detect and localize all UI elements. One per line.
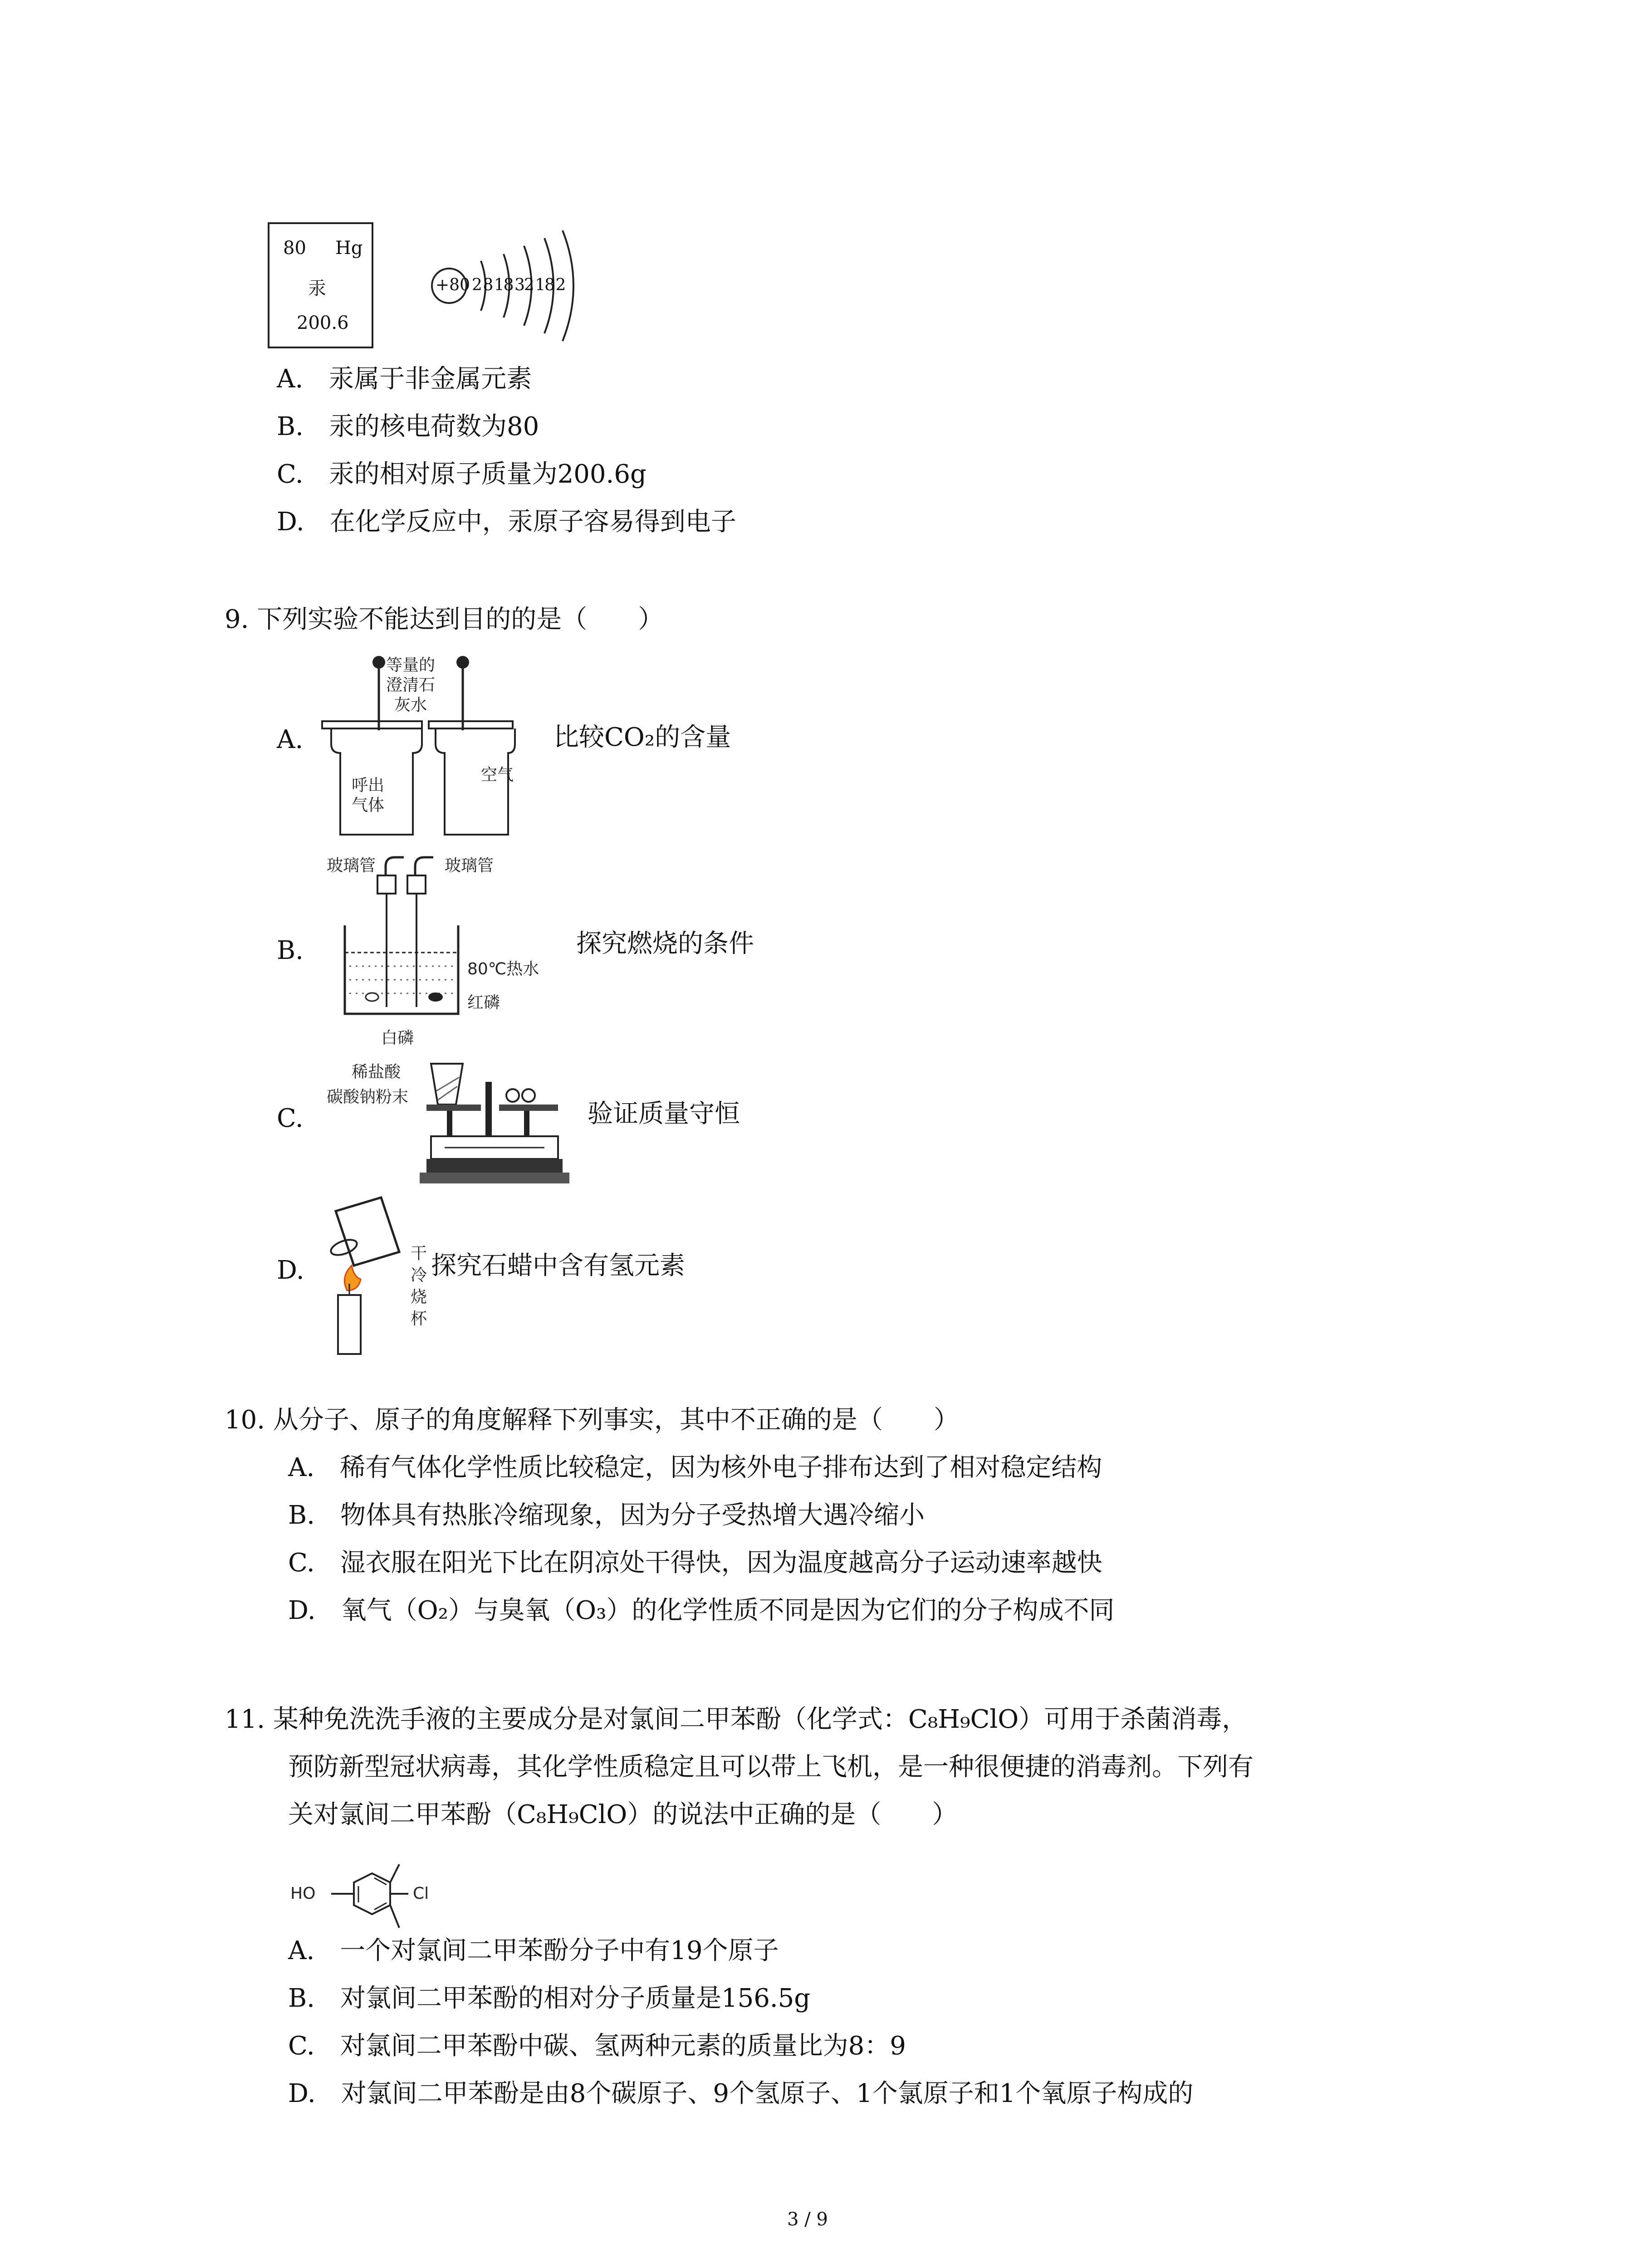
- atom-structure-diagram: [426, 218, 590, 354]
- structure-left-group: HO: [290, 1884, 316, 1903]
- element-symbol: Hg: [335, 238, 363, 259]
- q9-option-d-diagram: [309, 1193, 445, 1356]
- q11-stem-line3: 关对氯间二甲苯酚（C₈H₉ClO）的说法中正确的是（ ）: [288, 1800, 958, 1829]
- page-number: 3 / 9: [787, 2209, 828, 2230]
- option-text: 稀有气体化学性质比较稳定，因为核外电子排布达到了相对稳定结构: [340, 1453, 1102, 1482]
- structure-right-group: Cl: [413, 1884, 429, 1903]
- q9-option-b-diagram: [318, 853, 554, 1052]
- q9-option-b-text[interactable]: 探究燃烧的条件: [576, 929, 754, 958]
- q10-stem: 10. 从分子、原子的角度解释下列事实，其中不正确的是（ ）: [225, 1405, 959, 1435]
- q9-option-a-text[interactable]: 比较CO₂的含量: [554, 723, 731, 752]
- q11-option-a[interactable]: [288, 1935, 779, 1967]
- q11-stem-line1: 11. 某种免洗洗手液的主要成分是对氯间二甲苯酚（化学式：C₈H₉ClO）可用于杀菌消毒，: [225, 1705, 1248, 1734]
- option-text: 一个对氯间二甲苯酚分子中有19个原子: [340, 1936, 779, 1965]
- caption-powder: 碳酸钠粉末: [327, 1088, 409, 1106]
- q9-option-a-diagram: [318, 653, 526, 844]
- option-text: 对氯间二甲苯酚的相对分子质量是156.5g: [340, 1984, 811, 2013]
- caption-right-bottle: 空气: [481, 766, 514, 784]
- option-label: C.: [277, 459, 304, 489]
- q11-option-d[interactable]: [288, 2077, 1193, 2110]
- q9-option-d-label[interactable]: D.: [277, 1256, 304, 1285]
- option-label: B.: [277, 412, 304, 441]
- q8-option-a[interactable]: [277, 363, 532, 396]
- option-text: 氧气（O₂）与臭氧（O₃）的化学性质不同是因为它们的分子构成不同: [341, 1596, 1115, 1625]
- option-label: A.: [288, 1936, 315, 1965]
- combustion-beaker-graphic: [318, 853, 554, 1052]
- option-text: 对氯间二甲苯酚是由8个碳原子、9个氢原子、1个氯原子和1个氧原子构成的: [341, 2079, 1194, 2108]
- option-text: 在化学反应中，汞原子容易得到电子: [329, 507, 736, 537]
- q9-option-d-text[interactable]: 探究石蜡中含有氢元素: [431, 1251, 685, 1281]
- q9-option-b-label[interactable]: B.: [277, 936, 304, 965]
- q9-option-c-label[interactable]: C.: [277, 1104, 304, 1133]
- option-text: 汞的相对原子质量为200.6g: [328, 459, 647, 489]
- caption-tube-right: 玻璃管: [445, 856, 494, 875]
- atom-shell-electrons: 2 8 18 32 18 2: [472, 276, 565, 294]
- option-label: C.: [288, 1548, 315, 1578]
- q9-option-c-diagram: [318, 1059, 572, 1204]
- option-text: 物体具有热胀冷缩现象，因为分子受热增大遇冷缩小: [340, 1501, 925, 1530]
- caption-beaker: 干冷烧杯: [411, 1244, 427, 1328]
- option-label: B.: [288, 1984, 315, 2013]
- element-mass: 200.6: [297, 313, 349, 333]
- q8-option-b[interactable]: [277, 411, 539, 443]
- q11-option-c[interactable]: [288, 2030, 906, 2063]
- q9-option-c-text[interactable]: 验证质量守恒: [588, 1099, 740, 1129]
- option-label: D.: [288, 1596, 316, 1625]
- option-label: B.: [288, 1501, 315, 1530]
- option-text: 对氯间二甲苯酚中碳、氢两种元素的质量比为8：9: [340, 2031, 906, 2061]
- element-number: 80: [283, 238, 306, 259]
- option-label: A.: [277, 364, 304, 394]
- pcmx-structure-diagram: [281, 1860, 445, 1941]
- element-name: 汞: [308, 278, 326, 299]
- caption-acid: 稀盐酸: [352, 1063, 401, 1081]
- q11-stem-line2: 预防新型冠状病毒，其化学性质稳定且可以带上飞机，是一种很便捷的消毒剂。下列有: [288, 1752, 1254, 1782]
- caption-water: 80℃热水: [467, 960, 539, 978]
- caption-white-p: 白磷: [381, 1029, 414, 1047]
- option-label: D.: [277, 507, 304, 537]
- q9-stem: 9. 下列实验不能达到目的的是（ ）: [225, 605, 664, 634]
- caption-dropper: 等量的澄清石灰水: [386, 656, 435, 714]
- q10-option-c[interactable]: [288, 1547, 1102, 1579]
- q11-option-b[interactable]: [288, 1982, 810, 2015]
- caption-red-p: 红磷: [467, 993, 500, 1012]
- option-text: 汞属于非金属元素: [328, 364, 532, 394]
- element-card: [268, 222, 373, 348]
- caption-tube-left: 玻璃管: [327, 856, 376, 875]
- caption-left-bottle: 呼出气体: [352, 776, 385, 815]
- q9-option-a-label[interactable]: A.: [277, 725, 304, 754]
- option-label: D.: [288, 2079, 316, 2108]
- option-label: C.: [288, 2031, 315, 2061]
- q8-option-d[interactable]: [277, 506, 736, 538]
- option-text: 汞的核电荷数为80: [328, 412, 539, 441]
- q8-option-c[interactable]: [277, 458, 647, 491]
- q10-option-a[interactable]: [288, 1452, 1102, 1484]
- option-text: 湿衣服在阳光下比在阴凉处干得快，因为温度越高分子运动速率越快: [340, 1548, 1102, 1578]
- option-label: A.: [288, 1453, 315, 1482]
- q10-option-b[interactable]: [288, 1499, 925, 1532]
- atom-nucleus-label: +80: [436, 276, 470, 294]
- q10-option-d[interactable]: [288, 1594, 1114, 1627]
